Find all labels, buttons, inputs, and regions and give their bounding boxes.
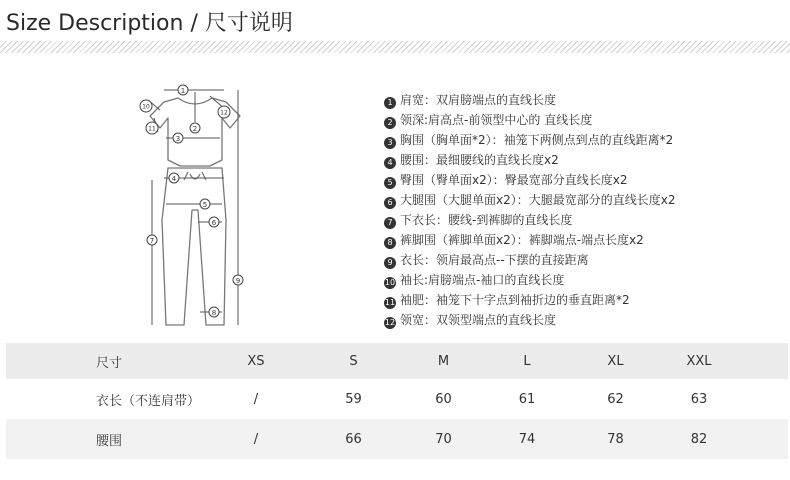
diagram-marker [200,199,210,209]
table-cell: / [253,431,259,447]
svg-text:5: 5 [202,201,208,209]
legend-item [384,170,675,190]
diagram-marker [218,106,230,118]
number-badge: 3 [384,137,396,149]
legend-text: 下衣长：腰线-到裤脚的直线长度 [400,213,573,227]
legend-text: 裤脚围（裤脚单面x2）：裤脚端点-端点长度x2 [400,233,644,247]
table-cell: 腰围 [96,433,123,449]
size-table [6,343,788,459]
header-cell: S [349,353,358,369]
legend-item [384,210,675,230]
garment-diagram [130,80,260,330]
svg-text:7: 7 [149,237,155,245]
number-badge: 7 [384,217,396,229]
legend-item [384,90,675,110]
legend-text: 领宽：双领型端点的直线长度 [400,313,557,327]
diagram-marker [190,123,200,133]
diagram-marker [140,100,152,112]
number-badge: 6 [384,197,396,209]
number-badge: 11 [384,298,396,307]
legend-item [384,310,675,330]
number-badge: 10 [384,278,396,287]
number-badge: 4 [384,157,396,169]
svg-text:3: 3 [175,135,181,143]
header-cell: XXL [686,353,712,369]
header-cell: M [437,353,450,369]
number-badge: 9 [384,257,396,269]
svg-text:11: 11 [148,125,156,133]
table-cell: 66 [345,431,362,447]
legend-text: 大腿围（大腿单面x2）：大腿最宽部分的直线长度x2 [400,193,676,207]
legend-text: 胸围（胸单面*2）：袖笼下两侧点到点的直线距离*2 [400,133,674,147]
number-badge: 2 [384,117,396,129]
measurement-legend [384,90,675,330]
legend-text: 袖长:肩膀端点-袖口的直线长度 [400,273,565,287]
number-badge: 1 [384,97,396,109]
legend-text: 袖肥：袖笼下十字点到袖折边的垂直距离*2 [400,293,630,307]
title-divider [0,41,790,53]
header-cell: XS [247,353,265,369]
svg-text:2: 2 [192,125,198,133]
header-cell: 尺寸 [96,355,123,371]
svg-text:6: 6 [211,219,217,227]
number-badge: 8 [384,237,396,249]
diagram-marker [173,133,183,143]
number-badge: 5 [384,177,396,189]
table-cell: 59 [345,391,362,407]
diagram-marker [146,122,158,134]
svg-text:4: 4 [171,175,177,183]
legend-item [384,250,675,270]
table-row [6,419,788,459]
legend-item [384,110,675,130]
page-title: Size Description / 尺寸说明 [6,11,293,36]
legend-item [384,290,675,310]
svg-text:12: 12 [220,109,228,117]
table-row [6,379,788,419]
table-cell: / [253,391,259,407]
legend-text: 衣长：领肩最高点--下摆的直接距离 [400,253,589,267]
diagram-marker [178,85,188,95]
legend-item [384,230,675,250]
table-cell: 63 [690,391,708,407]
svg-text:1: 1 [180,87,186,95]
legend-item [384,190,675,210]
svg-text:9: 9 [235,277,241,285]
svg-text:8: 8 [211,309,217,317]
legend-item [384,270,675,290]
legend-text: 领深:肩高点-前领型中心的 直线长度 [400,113,593,127]
header-cell: L [523,353,531,369]
table-cell: 61 [518,391,536,407]
svg-text:10: 10 [142,103,150,111]
diagram-marker [233,275,243,285]
header-cell: XL [607,353,624,369]
diagram-marker [209,217,219,227]
number-badge: 12 [384,318,396,327]
legend-item [384,150,675,170]
table-cell: 衣长（不连肩带） [96,393,201,409]
table-cell: 74 [518,431,536,447]
table-cell: 78 [607,431,624,447]
legend-text: 肩宽：双肩膀端点的直线长度 [400,93,557,107]
diagram-marker [147,235,157,245]
table-cell: 60 [435,391,452,407]
legend-text: 臀围（臀单面x2）：臀最宽部分直线长度x2 [400,173,628,187]
table-header-row [6,343,788,379]
table-cell: 82 [690,431,708,447]
table-cell: 62 [607,391,624,407]
legend-item [384,130,675,150]
table-cell: 70 [435,431,452,447]
legend-text: 腰围：最细腰线的直线长度x2 [400,153,559,167]
diagram-marker [209,307,219,317]
diagram-marker [169,173,179,183]
